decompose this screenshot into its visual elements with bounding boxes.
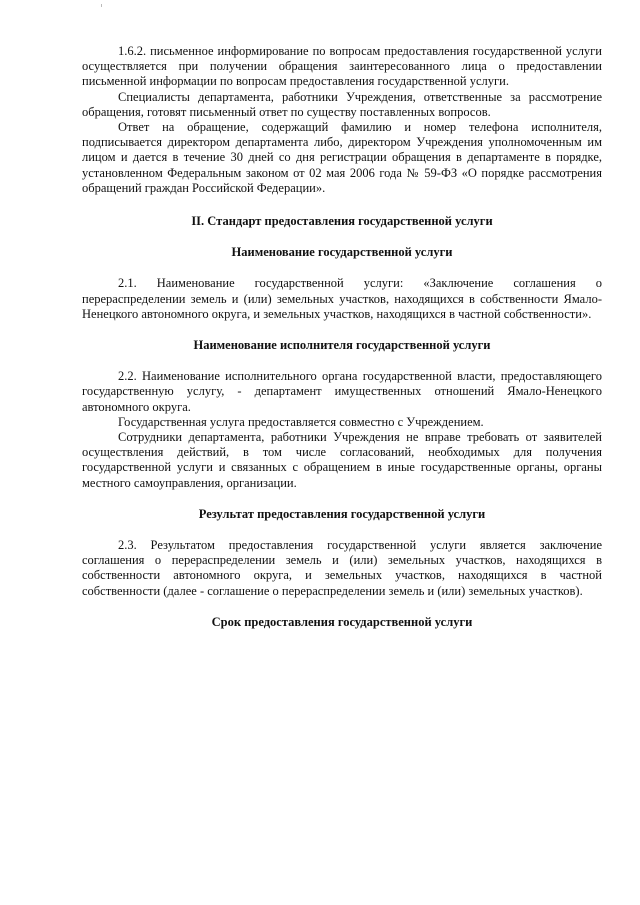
heading-executor: Наименование исполнителя государственной услуги [193,338,491,353]
paragraph-2-2: 2.2. Наименование исполнительного органа государственной власти, предоставляющего государственную услугу, - департамент имущественных отношений Ямало-Ненецкого автономного округа. [82,369,602,414]
heading-result: Результат предоставления государственной услуги [198,506,486,521]
paragraph-answer: Ответ на обращение, содержащий фамилию и номер телефона исполнителя, подписывается директором департамента либо, директором Учреждения уполномоченным им лицом и дается в течение 30 дней со дня регистрации обращения в департаменте в порядке, установленном Федеральным законом от 02 мая 2006 года № 59-ФЗ «О порядке рассмотрения обращений граждан Российской Федерации». [82,120,602,195]
paragraph-jointly: Государственная услуга предоставляется совместно с Учреждением. [118,414,484,429]
spacer [82,229,602,245]
section-title: II. Стандарт предоставления государственной услуги [191,214,493,229]
heading-term: Срок предоставления государственной услуги [211,614,473,629]
spacer [82,353,602,369]
spacer [82,260,602,276]
paragraph-specialists: Специалисты департамента, работники Учреждения, ответственные за рассмотрение обращения, готовят письменный ответ по существу поставленных вопросов. [82,89,602,119]
document-body [82,44,602,630]
paragraph-2-1: 2.1. Наименование государственной услуги: «Заключение соглашения о перераспределении земель и (или) земельных участков, находящихся в собственности Ямало-Ненецкого автономного округа, и земельных участков, находящихся в частной собственности». [82,276,602,321]
spacer [82,491,602,507]
paragraph-2-3: 2.3. Результатом предоставления государственной услуги является заключение соглашения о перераспределении земель и (или) земельных участков, находящихся в собственности автономного округа, и земельных участков, находящихся в частной собственности (далее - соглашение о перераспределении земель и (или) земельных участков). [82,538,602,598]
paragraph-1-6-2: 1.6.2. письменное информирование по вопросам предоставления государственной услуги осуществляется при получении обращения заинтересованного лица о предоставлении письменной информации по вопросам предоставления государственной услуги. [82,44,602,89]
spacer [82,322,602,338]
spacer [82,599,602,615]
paragraph-employees: Сотрудники департамента, работники Учреждения не вправе требовать от заявителей осуществления действий, в том числе согласований, необходимых для получения государственной услуги и связанных с обращением в иные государственные органы, органы местного самоуправления, организации. [82,430,602,490]
heading-service-name: Наименование государственной услуги [231,245,453,260]
scan-mark [101,4,102,7]
spacer [82,522,602,538]
spacer [82,196,602,214]
